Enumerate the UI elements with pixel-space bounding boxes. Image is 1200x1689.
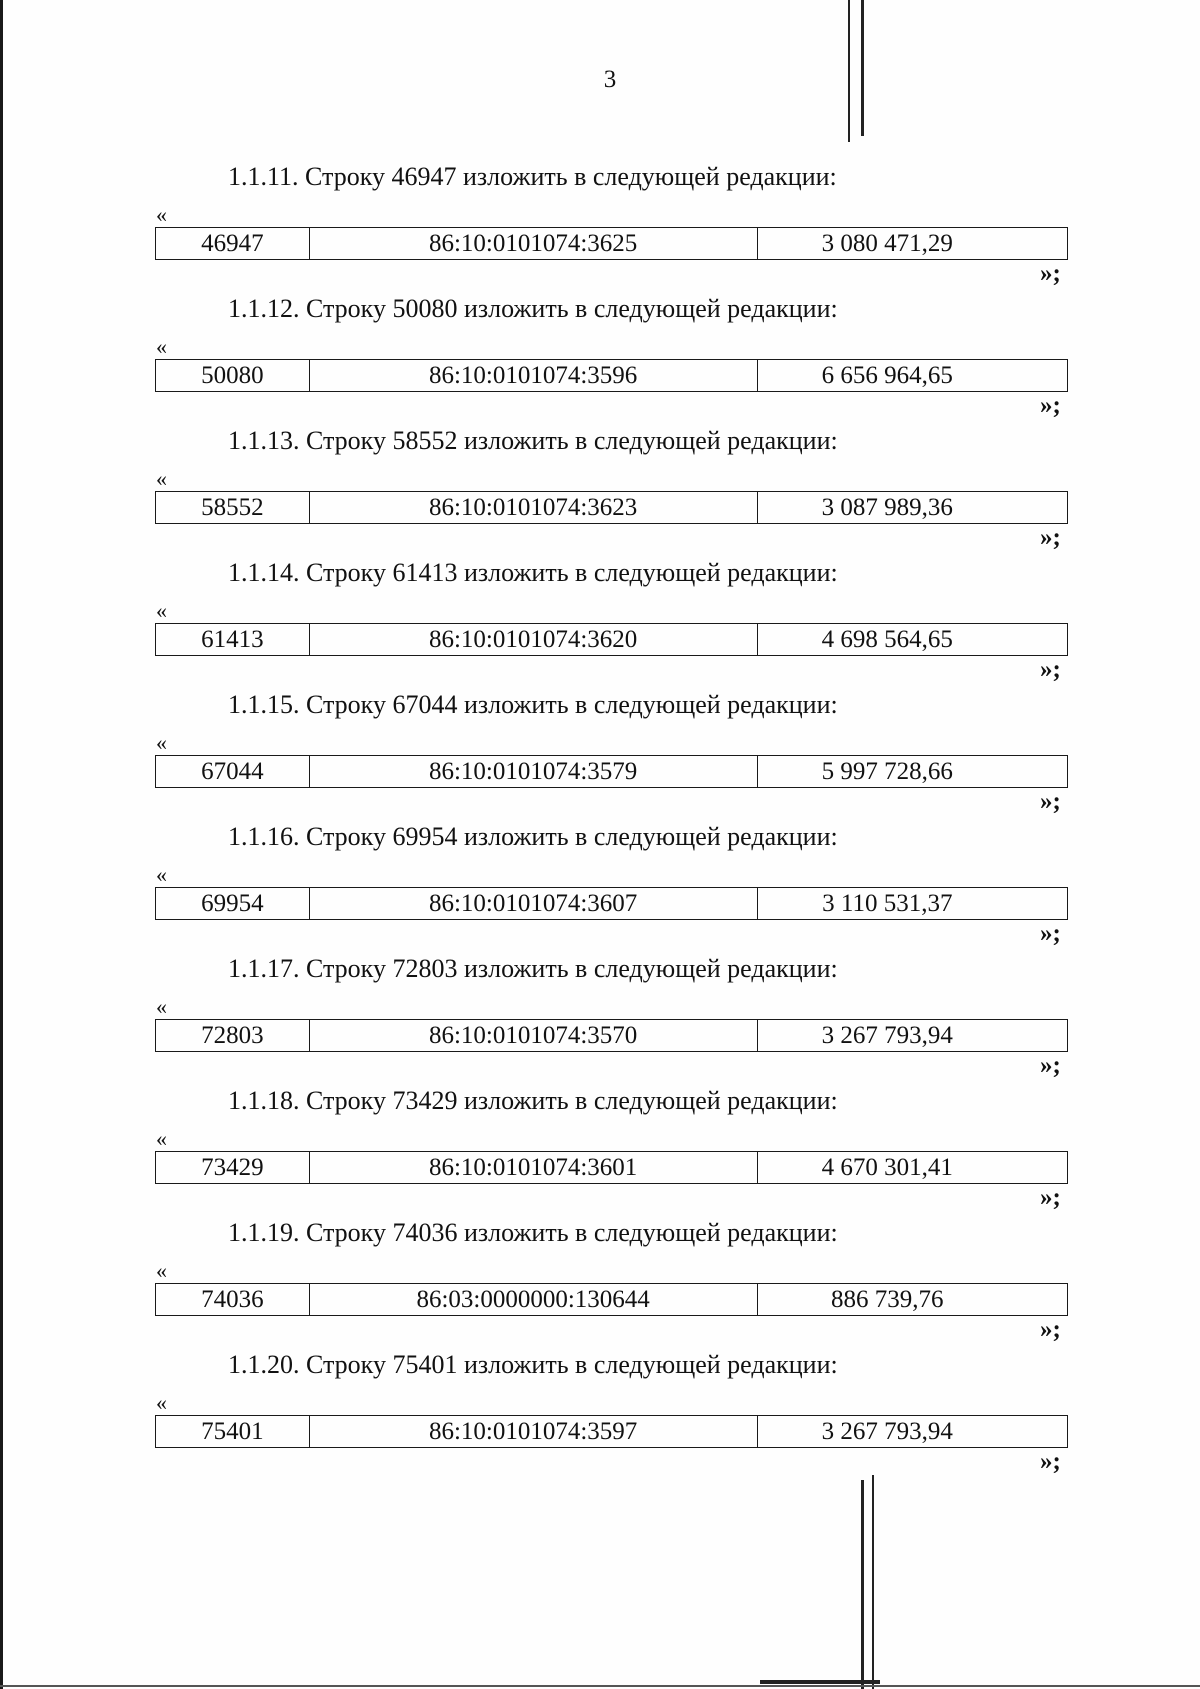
amendment-item — [0, 1084, 1200, 1216]
amendment-item — [0, 160, 1200, 292]
open-quote: « — [156, 1258, 167, 1283]
table-row — [155, 227, 1068, 260]
instruction-text: 1.1.20. Строку 75401 изложить в следующей редакции: — [228, 1350, 838, 1379]
instruction-text: 1.1.18. Строку 73429 изложить в следующей редакции: — [228, 1086, 838, 1115]
row-number: 75401 — [156, 1416, 310, 1447]
amendment-item — [0, 952, 1200, 1084]
open-quote: « — [156, 862, 167, 887]
cadastral-number: 86:10:0101074:3607 — [310, 888, 758, 919]
close-quote: »; — [1040, 1052, 1061, 1079]
instruction-text: 1.1.15. Строку 67044 изложить в следующей редакции: — [228, 690, 838, 719]
amendment-item — [0, 556, 1200, 688]
scan-mark — [861, 1480, 864, 1689]
close-quote: »; — [1040, 392, 1061, 419]
close-quote: »; — [1040, 920, 1061, 947]
open-quote: « — [156, 598, 167, 623]
open-quote: « — [156, 202, 167, 227]
table-row — [155, 1283, 1068, 1316]
instruction-text: 1.1.13. Строку 58552 изложить в следующей редакции: — [228, 426, 838, 455]
value-cell: 5 997 728,66 — [821, 758, 953, 785]
row-number: 50080 — [156, 360, 310, 391]
table-row — [155, 1019, 1068, 1052]
cadastral-number: 86:10:0101074:3625 — [310, 228, 758, 259]
scan-mark — [0, 1685, 1200, 1687]
table-row — [155, 623, 1068, 656]
value-cell: 886 739,76 — [831, 1286, 944, 1313]
table-row — [155, 887, 1068, 920]
row-number: 69954 — [156, 888, 310, 919]
table-row — [155, 755, 1068, 788]
value-cell: 3 267 793,94 — [821, 1418, 953, 1445]
value-cell: 3 087 989,36 — [821, 494, 953, 521]
cadastral-number: 86:10:0101074:3596 — [310, 360, 758, 391]
instruction-text: 1.1.11. Строку 46947 изложить в следующей редакции: — [228, 162, 837, 191]
value-cell: 3 110 531,37 — [822, 890, 953, 917]
scan-mark — [872, 1475, 874, 1689]
amendment-item — [0, 820, 1200, 952]
amendment-list — [0, 160, 1200, 1480]
cadastral-number: 86:10:0101074:3601 — [310, 1152, 758, 1183]
table-row — [155, 1415, 1068, 1448]
amendment-item — [0, 1348, 1200, 1480]
instruction-text: 1.1.16. Строку 69954 изложить в следующей редакции: — [228, 822, 838, 851]
open-quote: « — [156, 334, 167, 359]
close-quote: »; — [1040, 1184, 1061, 1211]
instruction-text: 1.1.19. Строку 74036 изложить в следующей редакции: — [228, 1218, 838, 1247]
row-number: 58552 — [156, 492, 310, 523]
amendment-item — [0, 1216, 1200, 1348]
page-number: 3 — [603, 66, 617, 93]
amendment-item — [0, 292, 1200, 424]
close-quote: »; — [1040, 1448, 1061, 1475]
table-row — [155, 359, 1068, 392]
open-quote: « — [156, 730, 167, 755]
close-quote: »; — [1040, 1316, 1061, 1343]
value-cell: 4 698 564,65 — [821, 626, 953, 653]
cadastral-number: 86:10:0101074:3623 — [310, 492, 758, 523]
open-quote: « — [156, 1126, 167, 1151]
cadastral-number: 86:10:0101074:3620 — [310, 624, 758, 655]
table-row — [155, 1151, 1068, 1184]
amendment-item — [0, 424, 1200, 556]
cadastral-number: 86:10:0101074:3597 — [310, 1416, 758, 1447]
row-number: 46947 — [156, 228, 310, 259]
value-cell: 6 656 964,65 — [821, 362, 953, 389]
row-number: 72803 — [156, 1020, 310, 1051]
open-quote: « — [156, 1390, 167, 1415]
close-quote: »; — [1040, 788, 1061, 815]
open-quote: « — [156, 466, 167, 491]
scan-mark — [760, 1680, 880, 1684]
row-number: 73429 — [156, 1152, 310, 1183]
close-quote: »; — [1040, 524, 1061, 551]
close-quote: »; — [1040, 260, 1061, 287]
open-quote: « — [156, 994, 167, 1019]
instruction-text: 1.1.14. Строку 61413 изложить в следующей редакции: — [228, 558, 838, 587]
cadastral-number: 86:03:0000000:130644 — [310, 1284, 758, 1315]
table-row — [155, 491, 1068, 524]
row-number: 61413 — [156, 624, 310, 655]
value-cell: 4 670 301,41 — [821, 1154, 953, 1181]
cadastral-number: 86:10:0101074:3570 — [310, 1020, 758, 1051]
value-cell: 3 080 471,29 — [821, 230, 953, 257]
value-cell: 3 267 793,94 — [821, 1022, 953, 1049]
amendment-item — [0, 688, 1200, 820]
instruction-text: 1.1.17. Строку 72803 изложить в следующей редакции: — [228, 954, 838, 983]
cadastral-number: 86:10:0101074:3579 — [310, 756, 758, 787]
row-number: 67044 — [156, 756, 310, 787]
row-number: 74036 — [156, 1284, 310, 1315]
instruction-text: 1.1.12. Строку 50080 изложить в следующей редакции: — [228, 294, 838, 323]
close-quote: »; — [1040, 656, 1061, 683]
